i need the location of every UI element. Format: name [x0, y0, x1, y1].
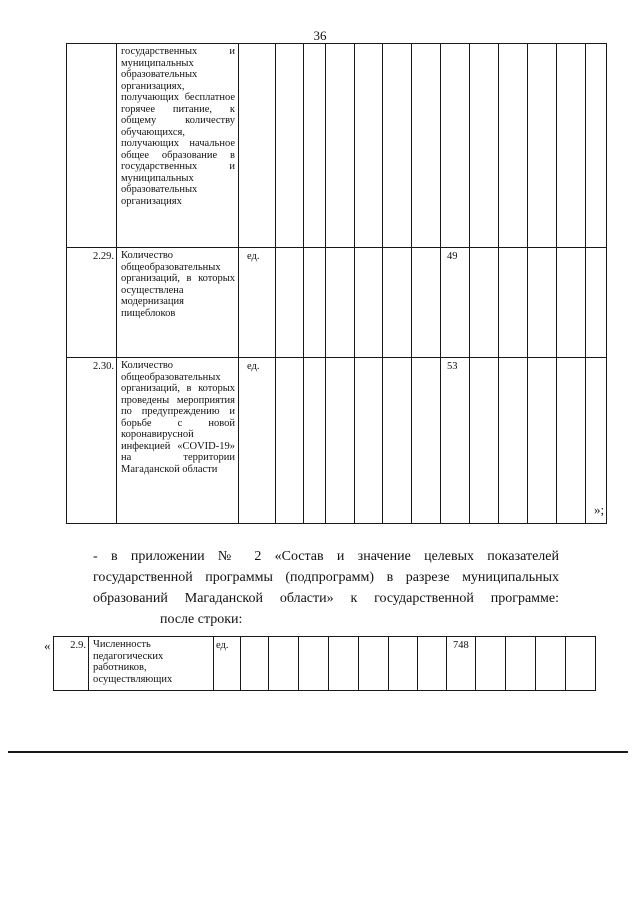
row-value: 748 — [447, 637, 476, 691]
row-unit: ед. — [239, 248, 276, 358]
page-number: 36 — [313, 28, 327, 43]
row-unit — [239, 44, 276, 248]
row-description: Количество общеобразовательных организаций, в которых проведены мероприятия по предупреждению и борьбе с новой коронавирусной инфекцией «COVID-19» на территории Магаданской области — [117, 358, 239, 524]
table-row — [67, 358, 607, 524]
paragraph-line: после строки: — [160, 612, 243, 627]
table-row — [67, 44, 607, 248]
closing-quote: »; — [594, 502, 605, 517]
row-unit: ед. — [239, 358, 276, 524]
row-number — [67, 44, 117, 248]
table-row — [54, 637, 596, 691]
paragraph-line: - в приложении № 2 «Состав и значение целевых показателей — [93, 549, 559, 564]
indicator-table — [66, 43, 607, 524]
row-description: Количество общеобразовательных организаций, в которых осуществлена модернизация пищеблоков — [117, 248, 239, 358]
row-value: 53 — [441, 358, 470, 524]
row-description: Численность педагогических работников, осуществляющих — [89, 637, 214, 691]
paragraph-line: государственной программы (подпрограмм) в разрезе муниципальных — [93, 570, 559, 585]
opening-quote: « — [44, 638, 51, 653]
row-description: государственных и муниципальных образовательных организациях, получающих бесплатное горячее питание, к общему количеству обучающихся, получающих начальное общее образование в государственных и муниципальных образовательных организациях — [117, 44, 239, 248]
row-unit: ед. — [214, 637, 241, 691]
table-row — [67, 248, 607, 358]
row-number: 2.9. — [54, 637, 89, 691]
municipal-indicator-table — [53, 636, 596, 691]
row-number: 2.30. — [67, 358, 117, 524]
row-value: 49 — [441, 248, 470, 358]
page-divider — [8, 751, 628, 753]
paragraph-line: образований Магаданской области» к государственной программе: — [93, 591, 559, 606]
row-number: 2.29. — [67, 248, 117, 358]
